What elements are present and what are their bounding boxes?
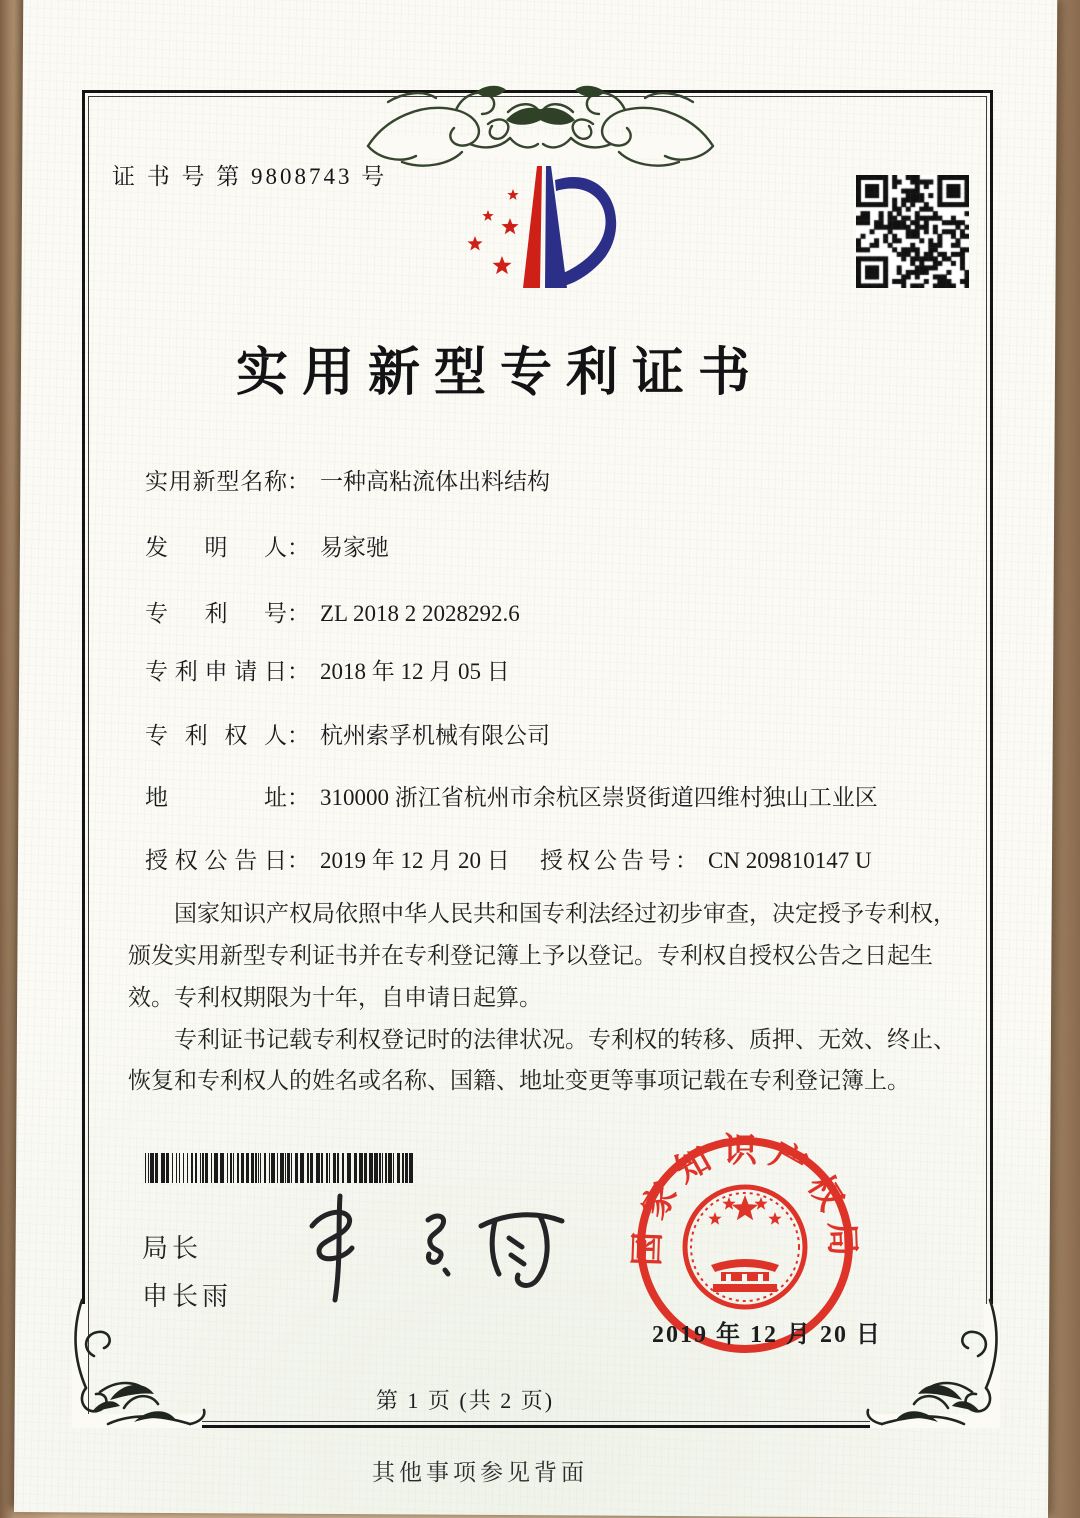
- field-label: 实用新型名称: [145, 469, 287, 494]
- field-row-name: [145, 463, 550, 496]
- qr-code: [856, 175, 969, 288]
- field-label: 发明人: [145, 535, 287, 560]
- legal-paragraph: 专利证书记载专利权登记时的法律状况。专利权的转移、质押、无效、终止、恢复和专利权人的姓名或名称、国籍、地址变更等事项记载在专利登记簿上。: [128, 1026, 956, 1094]
- corner-ornament-left-icon: [64, 1296, 214, 1441]
- field-row-filing-date: [145, 653, 510, 686]
- director-title: 局长: [142, 1234, 203, 1263]
- certificate-title: 实用新型专利证书: [235, 345, 764, 402]
- field-colon: ：: [287, 659, 310, 684]
- field-row-patentee: [145, 717, 550, 750]
- field-value: 310000 浙江省杭州市余杭区崇贤街道四维村独山工业区: [320, 785, 878, 810]
- legal-paragraph: 国家知识产权局依照中华人民共和国专利法经过初步审查，决定授予专利权，颁发实用新型专利证书并在专利登记簿上予以登记。专利权自授权公告之日起生效。专利权期限为十年，自申请日起算。: [128, 901, 956, 1010]
- field-colon: ：: [287, 601, 310, 626]
- page-number: 第 1 页 (共 2 页): [375, 1388, 555, 1413]
- barcode: [145, 1153, 419, 1183]
- field-colon: ：: [287, 723, 310, 748]
- field-colon: ：: [287, 848, 310, 873]
- cnipa-logo-icon: [455, 158, 633, 296]
- field-value: 杭州索孚机械有限公司: [320, 723, 550, 748]
- field-value: 2019 年 12 月 20 日: [320, 848, 510, 873]
- field-grant-number: [540, 842, 872, 875]
- back-note: 其他事项参见背面: [372, 1460, 588, 1485]
- field-row-address: [145, 779, 878, 812]
- certificate-number: 证 书 号 第 9808743 号: [112, 164, 388, 189]
- field-value: CN 209810147 U: [708, 848, 872, 873]
- legal-text: [128, 893, 960, 1102]
- field-colon: ：: [287, 535, 310, 560]
- field-row-grant-date: [145, 842, 872, 875]
- official-seal-icon: [595, 1095, 895, 1395]
- field-label: 专利申请日: [145, 659, 287, 684]
- seal-agency-text: 国家知识产权局: [629, 1132, 861, 1267]
- director-signature-icon: [278, 1190, 578, 1308]
- field-value: 一种高粘流体出料结构: [320, 469, 550, 494]
- field-colon: ：: [287, 785, 310, 810]
- field-value: 易家驰: [320, 535, 389, 560]
- field-row-patent-number: [145, 595, 520, 628]
- field-label: 专利权人: [145, 723, 287, 748]
- field-row-inventor: [145, 529, 389, 562]
- director-name: 申长雨: [142, 1282, 233, 1311]
- field-colon: ：: [287, 469, 310, 494]
- field-label: 授权公告号: [540, 848, 675, 873]
- top-dragon-ornament-icon: [358, 58, 723, 170]
- seal-date: 2019 年 12 月 20 日: [652, 1322, 882, 1348]
- field-label: 授权公告日: [145, 848, 287, 873]
- field-colon: ：: [675, 848, 698, 873]
- field-value: 2018 年 12 月 05 日: [320, 659, 510, 684]
- field-label: 地址: [145, 785, 287, 810]
- field-label: 专利号: [145, 601, 287, 626]
- field-value: ZL 2018 2 2028292.6: [320, 601, 520, 626]
